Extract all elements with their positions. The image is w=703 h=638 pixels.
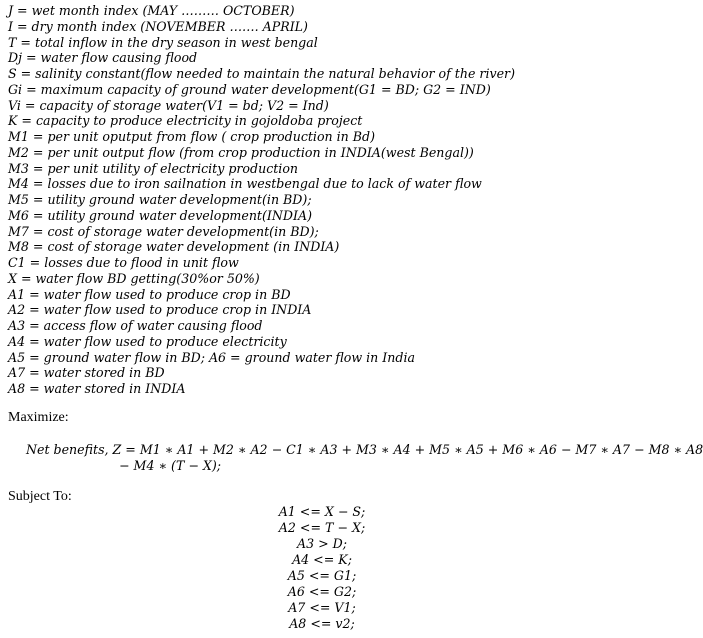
- definition-line: I = dry month index (NOVEMBER ……. APRIL): [8, 18, 308, 34]
- constraint-line: A7 <= V1;: [288, 600, 356, 615]
- objective-function-line-2: − M4 ∗ (T − X);: [119, 458, 222, 473]
- definition-line: M4 = losses due to iron sailnation in westbengal due to lack of water flow: [8, 176, 482, 192]
- definition-line: M2 = per unit output flow (from crop production in INDIA(west Bengal)): [8, 144, 474, 160]
- definition-line: A1 = water flow used to produce crop in BD: [8, 286, 291, 302]
- definition-line: C1 = losses due to flood in unit flow: [8, 255, 239, 270]
- definition-line: A2 = water flow used to produce crop in INDIA: [8, 302, 312, 318]
- maximize-heading: Maximize:: [8, 410, 69, 425]
- definition-line: M1 = per unit oputput from flow ( crop production in Bd): [8, 129, 376, 144]
- constraint-line: A8 <= v2;: [289, 616, 355, 631]
- definition-line: Vi = capacity of storage water(V1 = bd; V2 = Ind): [8, 97, 329, 113]
- definition-line: T = total inflow in the dry season in west bengal: [8, 34, 318, 50]
- definition-line: S = salinity constant(flow needed to maintain the natural behavior of the river): [8, 66, 515, 81]
- constraint-line: A4 <= K;: [292, 552, 352, 567]
- objective-function-line-1: Net benefits, Z = M1 ∗ A1 + M2 ∗ A2 − C1 ∗ A3 + M3 ∗ A4 + M5 ∗ A5 + M6 ∗ A6 − M7 ∗ A7 − M8 ∗ A8: [26, 442, 703, 457]
- definition-line: A3 = access flow of water causing flood: [8, 318, 263, 333]
- definitions-list: [8, 3, 620, 397]
- definition-line: Dj = water flow causing flood: [8, 50, 198, 66]
- definition-line: K = capacity to produce electricity in gojoldoba project: [8, 113, 363, 129]
- constraint-line: A6 <= G2;: [287, 584, 357, 599]
- definition-line: M5 = utility ground water development(in BD);: [8, 192, 312, 207]
- definition-line: A5 = ground water flow in BD; A6 = ground water flow in India: [8, 349, 415, 365]
- constraint-line: A3 > D;: [296, 536, 347, 551]
- definition-line: X = water flow BD getting(30%or 50%): [8, 270, 260, 286]
- constraints-list: [200, 504, 444, 632]
- definition-line: A4 = water flow used to produce electricity: [8, 333, 287, 349]
- constraint-line: A5 <= G1;: [287, 568, 357, 583]
- subject-to-heading: Subject To:: [8, 489, 72, 504]
- definition-line: A8 = water stored in INDIA: [8, 381, 186, 396]
- definition-line: M3 = per unit utility of electricity production: [8, 160, 299, 176]
- definition-line: A7 = water stored in BD: [8, 365, 165, 381]
- definition-line: Gi = maximum capacity of ground water development(G1 = BD; G2 = IND): [8, 81, 491, 97]
- definition-line: M7 = cost of storage water development(in BD);: [8, 223, 319, 239]
- constraint-line: A1 <= X − S;: [278, 504, 366, 519]
- definition-line: M8 = cost of storage water development (in INDIA): [8, 239, 340, 255]
- constraint-line: A2 <= T − X;: [278, 520, 366, 535]
- definition-line: M6 = utility ground water development(INDIA): [8, 207, 312, 223]
- definition-line: J = wet month index (MAY ……… OCTOBER): [8, 3, 295, 18]
